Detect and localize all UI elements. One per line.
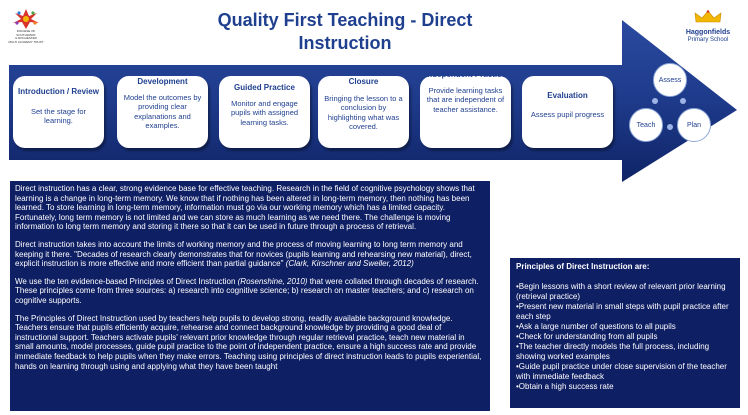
paragraph-evidence: Direct instruction has a clear, strong evidence base for effective teaching. Research in the field of cognitive psychology shows that learning is a change in long-term memory. We know that if nothing has been altered in long-term memory, then nothing has been learned. To store learning in long-term memory, information must go via our working memory which has a limited capacity. Fortunately, long term memory is not limited and we can store as much learning as we need there. The challenge is moving information to long term memory and storing it there so that it can be used in future through a process of retrieval.: [15, 184, 475, 232]
paragraph-text: Direct instruction takes into account the limits of working memory and the process of moving learning to long term memory and keeping it there. "Decades of research clearly demonstrates that for novices (pupils learning and rehearsing new material), direct, explicit instruction is more effective and more efficient than partial guidance": [15, 239, 472, 269]
stage-description: Monitor and engage pupils with assigned learning tasks.: [230, 98, 299, 127]
principle-item: •Begin lessons with a short review of relevant prior learning (retrieval practice): [516, 282, 726, 301]
stage-card-evaluation: [522, 76, 613, 148]
stage-title: Guided Practice: [234, 83, 295, 92]
paragraph-text: We use the ten evidence-based Principles of Direct Instruction: [15, 276, 238, 286]
stage-card-guided-practice: [219, 76, 310, 148]
stage-title: Evaluation: [547, 91, 588, 100]
stage-title: Closure: [348, 77, 379, 86]
page-title: Quality First Teaching - Direct Instruction: [217, 10, 473, 53]
trust-logo-line2: & ROCHESTER: [15, 36, 37, 41]
citation: (Rosenshine, 2010): [237, 276, 308, 286]
stage-title: Development: [137, 77, 188, 86]
principle-item: •Ask a large number of questions to all pupils: [516, 322, 676, 331]
principle-item: •The teacher directly models the full process, including showing worked examples: [516, 342, 710, 361]
paragraph-principles: [15, 277, 485, 306]
principle-item: •Present new material in small steps with pupil practice after each step: [516, 302, 729, 321]
stage-description: Bringing the lesson to a conclusion by highlighting what was covered.: [324, 93, 403, 131]
trust-logo-line1: DIOCESE OF SOUTHWARK: [16, 29, 36, 37]
paragraph-text: that were collated through decades of research. These principles come from three sources: a) research into cognitive science; b) research on master teachers; and c) research on cognitive supports.: [15, 276, 479, 305]
cycle-arrow-icon: [680, 98, 686, 104]
stage-card-development: [117, 76, 208, 148]
school-name: Haggonfields: [685, 29, 731, 36]
cycle-node-teach: Teach: [629, 108, 663, 142]
citation: (Clark, Kirschner and Sweller, 2012): [283, 259, 414, 269]
direct-instruction-text: [10, 181, 490, 411]
stage-description: Model the outcomes by providing clear explanations and examples.: [123, 92, 202, 130]
cycle-arrow-icon: [667, 124, 673, 130]
cycle-node-plan: Plan: [677, 108, 711, 142]
paragraph-working-memory: [15, 240, 485, 269]
stage-card-introduction: [13, 76, 104, 148]
principle-item: •Check for understanding from all pupils: [516, 332, 658, 341]
principles-box: [510, 258, 740, 408]
stage-card-independent-practice: [420, 70, 511, 148]
stage-card-closure: [318, 76, 409, 148]
school-subtitle: Primary School: [687, 37, 729, 43]
paragraph-teachers: The Principles of Direct Instruction used by teachers help pupils to develop strong, readily available background knowledge. Teachers ensure that pupils efficiently acquire, rehearse and connect background knowledge by providing a good deal of instructional support. Teachers activate pupils' relevant prior knowledge through regular retrieval practice, teach new material in small amounts, model processes, guide pupil practice to the point of independent practice, ensure a high success rate and provide immediate feedback to help pupils when they make errors. Teaching using principles of direct instruction leads to pupils experiential, hands on learning through using and applying what they have been taught: [15, 313, 482, 371]
stage-description: Set the stage for learning.: [30, 106, 87, 125]
principle-item: •Obtain a high success rate: [516, 382, 614, 391]
trust-logo-line3: MULTI ACADEMY TRUST: [8, 39, 44, 44]
stage-title: Independent Practice: [425, 70, 506, 79]
stage-description: Assess pupil progress: [530, 109, 605, 119]
stage-description: Provide learning tasks that are independent of teacher assistance.: [426, 85, 505, 114]
principle-item: •Guide pupil practice under close supervision of the teacher with immediate feedback: [516, 362, 727, 381]
cycle-arrow-icon: [652, 98, 658, 104]
stage-title: Introduction / Review: [18, 87, 99, 96]
cycle-node-assess: Assess: [653, 63, 687, 97]
principles-title: Principles of Direct Instruction are:: [516, 262, 650, 271]
